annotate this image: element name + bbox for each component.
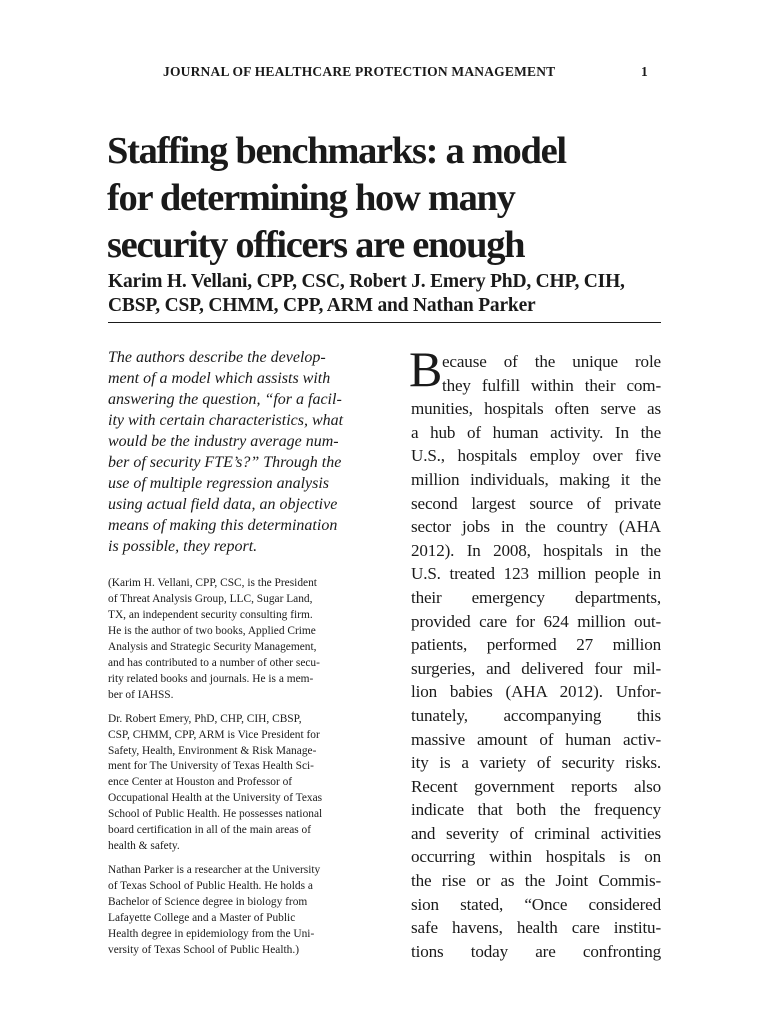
abstract-line: ity with certain characteristics, what [108, 412, 344, 429]
bio-line: Lafayette College and a Master of Public [108, 912, 296, 925]
body-line: their emergency departments, [411, 587, 661, 607]
body-line: sion stated, “Once considered [411, 894, 661, 914]
body-line: tunately, accompanying this [411, 705, 661, 725]
abstract-line: would be the industry average num- [108, 433, 339, 450]
bio-line: versity of Texas School of Public Health.) [108, 943, 300, 956]
bio-line: Dr. Robert Emery, PhD, CHP, CIH, CBSP, [108, 712, 302, 725]
bio-line: of Texas School of Public Health. He holds a [108, 880, 313, 893]
body-line: tions today are confronting [411, 941, 661, 961]
body-line: patients, performed 27 million [411, 635, 661, 655]
page-number: 1 [641, 64, 648, 79]
body-line: safe havens, health care institu- [411, 918, 661, 938]
bio-line: rity related books and journals. He is a mem- [108, 672, 314, 685]
abstract-line: means of making this determination [108, 517, 338, 534]
body-line: massive amount of human activ- [411, 729, 661, 749]
body-line: provided care for 624 million out- [411, 611, 661, 631]
bio-line: School of Public Health. He possesses national [108, 808, 323, 821]
abstract-line: answering the question, “for a facil- [108, 391, 342, 408]
abstract-line: using actual field data, an objective [108, 496, 338, 513]
bio-line: He is the author of two books, Applied Crime [108, 624, 316, 637]
bio-line: board certification in all of the main areas of [108, 824, 312, 837]
bio-line: ence Center at Houston and Professor of [108, 776, 293, 789]
bio-line: Health degree in epidemiology from the Uni- [108, 928, 315, 941]
body-line: and severity of criminal activities [411, 823, 661, 843]
title-line: Staffing benchmarks: a model [107, 130, 566, 172]
author-line: Karim H. Vellani, CPP, CSC, Robert J. Emery PhD, CHP, CIH, [108, 271, 625, 292]
article-title [107, 128, 667, 269]
body-column [409, 341, 661, 963]
body-line: Recent government reports also [411, 776, 661, 796]
author-byline [108, 270, 668, 318]
author-bio-vellani [108, 576, 360, 704]
bio-line: of Threat Analysis Group, LLC, Sugar Land, [108, 592, 313, 605]
body-line: a hub of human activity. In the [411, 422, 661, 442]
bio-line: ber of IAHSS. [108, 688, 174, 701]
bio-line: Analysis and Strategic Security Management, [108, 640, 317, 653]
body-line: munities, hospitals often serve as [411, 399, 661, 419]
author-line: CBSP, CSP, CHMM, CPP, ARM and Nathan Parker [108, 295, 536, 316]
bio-line: Safety, Health, Environment & Risk Manage- [108, 744, 317, 757]
body-line: U.S., hospitals employ over five [411, 446, 661, 466]
title-line: security officers are enough [107, 224, 525, 266]
body-line: million individuals, making it the [411, 469, 661, 489]
body-line: ity is a variety of security risks. [411, 753, 661, 773]
abstract [108, 347, 360, 557]
body-line: they fulfill within their com- [442, 375, 661, 395]
author-bio-parker [108, 863, 360, 959]
title-divider [108, 322, 661, 323]
body-line: 2012). In 2008, hospitals in the [411, 540, 661, 560]
body-line: second largest source of private [411, 493, 661, 513]
bio-line: CSP, CHMM, CPP, ARM is Vice President for [108, 728, 320, 741]
running-header [163, 64, 648, 84]
body-line: ecause of the unique role [442, 352, 661, 371]
body-line: U.S. treated 123 million people in [411, 564, 661, 584]
bio-line: Nathan Parker is a researcher at the University [108, 864, 321, 877]
abstract-line: is possible, they report. [108, 538, 258, 555]
bio-line: and has contributed to a number of other secu- [108, 656, 320, 669]
body-line: indicate that both the frequency [411, 800, 661, 820]
bio-line: TX, an independent security consulting firm. [108, 608, 313, 621]
drop-cap: B [409, 341, 443, 397]
journal-name: JOURNAL OF HEALTHCARE PROTECTION MANAGEMENT [163, 64, 556, 79]
bio-line: (Karim H. Vellani, CPP, CSC, is the President [108, 577, 317, 589]
left-column [108, 347, 360, 959]
abstract-line: ment of a model which assists with [108, 370, 331, 387]
abstract-line: use of multiple regression analysis [108, 475, 330, 492]
bio-line: health & safety. [108, 840, 180, 853]
body-line: the rise or as the Joint Commis- [411, 871, 661, 891]
bio-line: Bachelor of Science degree in biology from [108, 896, 308, 909]
bio-line: ment for The University of Texas Health Sci- [108, 760, 314, 773]
abstract-line: The authors describe the develop- [108, 349, 326, 366]
body-line: occurring within hospitals is on [411, 847, 661, 867]
body-line: lion babies (AHA 2012). Unfor- [411, 682, 661, 702]
abstract-line: ber of security FTE’s?” Through the [108, 454, 342, 471]
title-line: for determining how many [107, 177, 515, 219]
body-line: sector jobs in the country (AHA [411, 517, 661, 537]
body-line: surgeries, and delivered four mil- [411, 658, 661, 678]
bio-line: Occupational Health at the University of Texas [108, 792, 323, 805]
author-bio-emery [108, 712, 360, 856]
